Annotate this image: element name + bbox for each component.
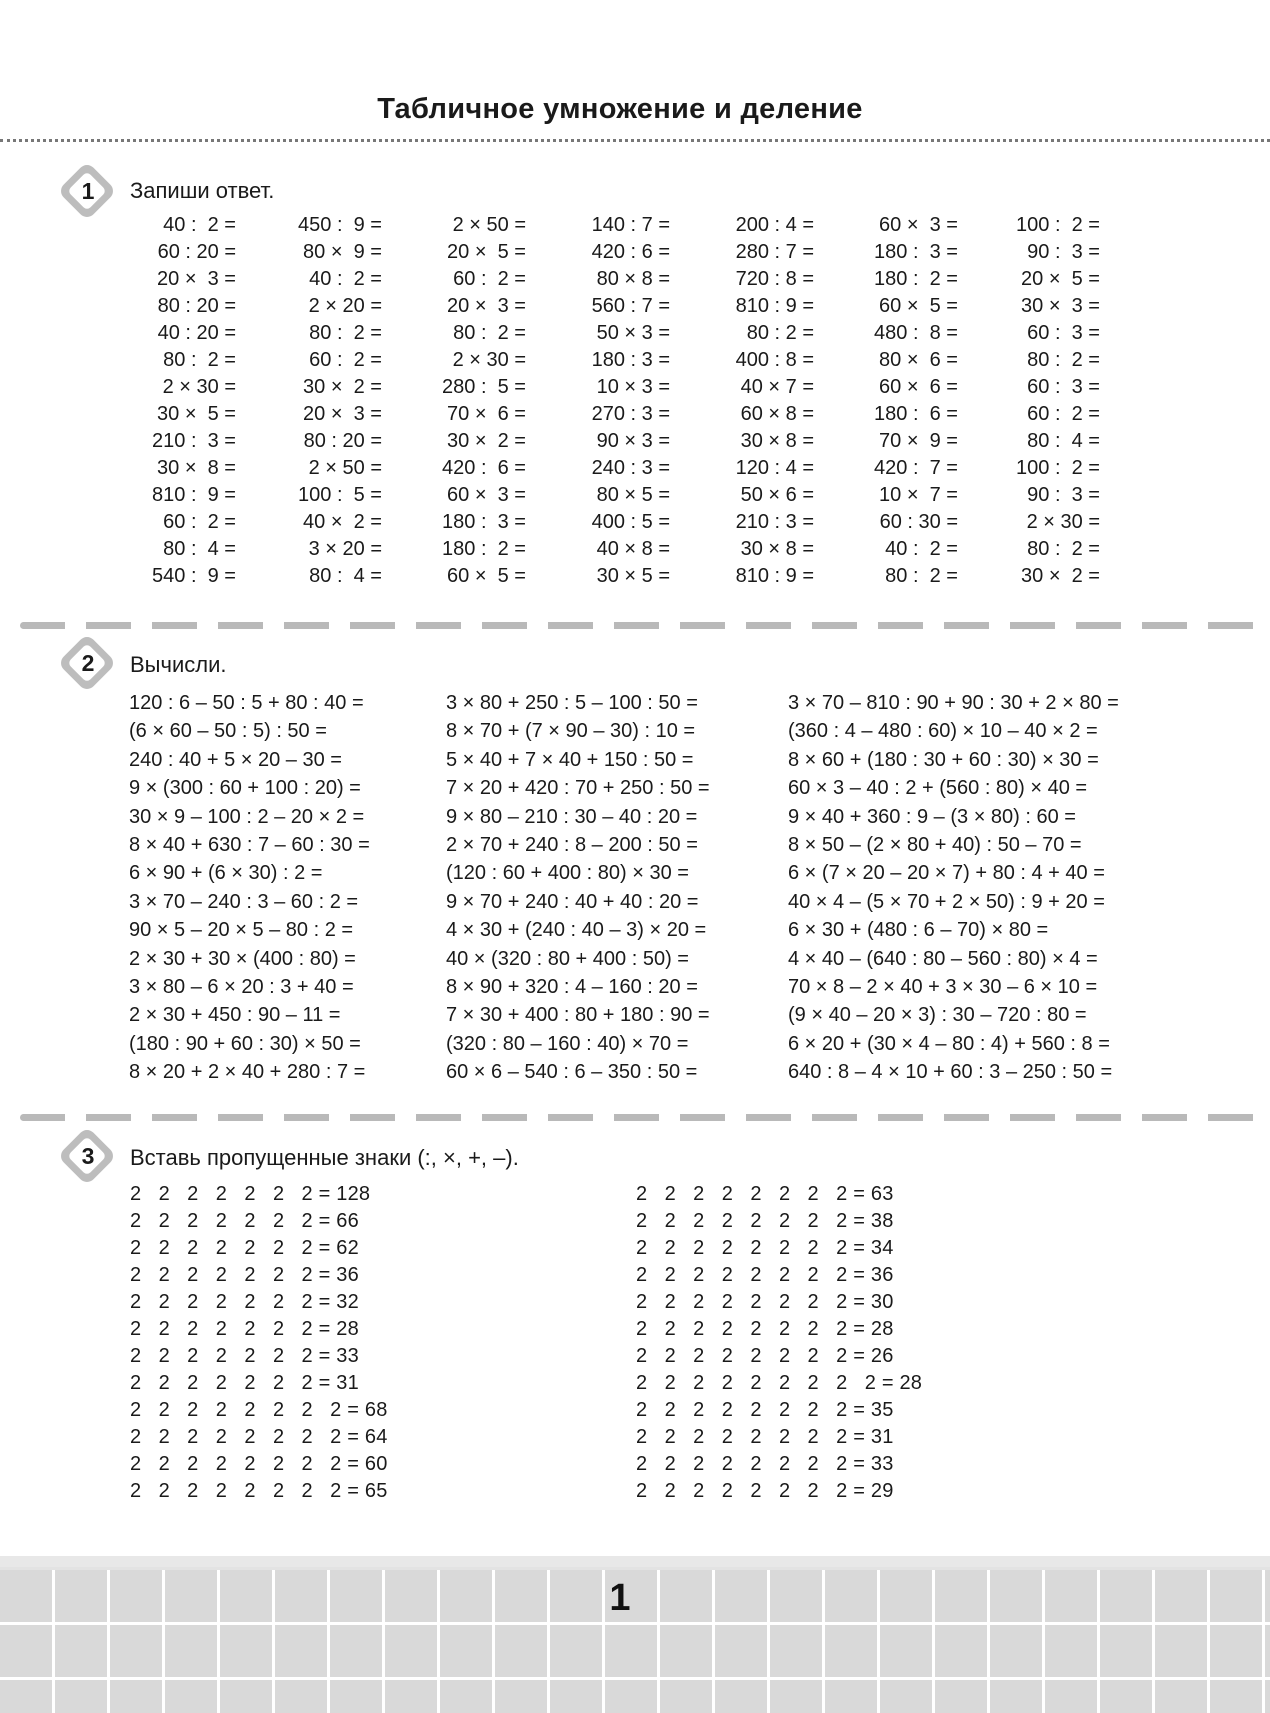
problem-row: 60 : 30 = (879, 511, 958, 533)
problem-row: 60 : 3 = (1027, 376, 1100, 398)
problem-row: 2 × 30 + 30 × (400 : 80) = (129, 947, 356, 970)
problem-row: 2 2 2 2 2 2 2 2 = 64 (130, 1426, 388, 1448)
problem-row: 60 : 2 = (1027, 403, 1100, 425)
problem-row: 180 : 2 = (442, 538, 526, 560)
problem-row: 4 × 40 – (640 : 80 – 560 : 80) × 4 = (788, 947, 1098, 970)
problem-row: 3 × 20 = (308, 538, 382, 560)
problem-row: 270 : 3 = (591, 403, 670, 425)
problem-row: 10 × 7 = (879, 484, 958, 506)
problem-row: 30 × 8 = (157, 457, 236, 479)
problem-row: 6 × 90 + (6 × 30) : 2 = (129, 862, 323, 885)
problem-row: 50 × 6 = (740, 484, 814, 506)
problem-row: 9 × 70 + 240 : 40 + 40 : 20 = (446, 890, 699, 913)
problem-row: 20 × 3 = (447, 295, 526, 317)
problem-row: 400 : 8 = (735, 349, 814, 371)
problem-row: 100 : 2 = (1016, 457, 1100, 479)
problem-row: 80 : 2 = (309, 322, 382, 344)
problem-row: 8 × 50 – (2 × 80 + 40) : 50 – 70 = (788, 833, 1082, 856)
problem-row: 6 × 30 + (480 : 6 – 70) × 80 = (788, 919, 1049, 942)
problem-row: 80 : 2 = (163, 349, 236, 371)
problem-row: 2 2 2 2 2 2 2 2 = 33 (636, 1453, 894, 1475)
page-title: Табличное умножение и деление (377, 93, 863, 125)
problem-row: 2 2 2 2 2 2 2 2 = 29 (636, 1480, 894, 1502)
problem-row: 9 × 80 – 210 : 30 – 40 : 20 = (446, 805, 698, 828)
problem-row: 810 : 9 = (735, 295, 814, 317)
problem-row: 2 × 70 + 240 : 8 – 200 : 50 = (446, 833, 698, 856)
problem-row: 3 × 80 – 6 × 20 : 3 + 40 = (129, 975, 354, 998)
problem-row: 80 × 9 = (303, 241, 382, 263)
problem-row: 30 × 5 = (157, 403, 236, 425)
problem-row: 40 : 20 = (157, 322, 236, 344)
problem-row: 80 : 4 = (1027, 430, 1100, 452)
problem-row: 60 × 8 = (740, 403, 814, 425)
problem-row: 60 × 3 = (879, 214, 958, 236)
problem-row: 2 × 30 = (452, 349, 526, 371)
problem-row: (360 : 4 – 480 : 60) × 10 – 40 × 2 = (788, 720, 1098, 743)
problem-row: 60 : 2 = (453, 268, 526, 290)
exercise-3-badge (58, 1127, 118, 1187)
problem-row: 20 × 3 = (303, 403, 382, 425)
problem-row: 2 × 30 = (162, 376, 236, 398)
problem-row: 40 : 2 = (163, 214, 236, 236)
problem-row: 30 × 8 = (740, 538, 814, 560)
problem-row: 2 2 2 2 2 2 2 = 128 (130, 1183, 371, 1205)
problem-row: 2 2 2 2 2 2 2 = 31 (130, 1372, 359, 1394)
dashed-divider (20, 1114, 1260, 1121)
problem-row: 80 × 5 = (596, 484, 670, 506)
problem-row: 8 × 20 + 2 × 40 + 280 : 7 = (129, 1061, 366, 1084)
problem-row: (180 : 90 + 60 : 30) × 50 = (129, 1032, 361, 1055)
problem-row: 40 × 2 = (303, 511, 382, 533)
ex1-column-5 (696, 212, 814, 590)
problem-row: 450 : 9 = (298, 214, 382, 236)
problem-row: 2 2 2 2 2 2 2 2 = 31 (636, 1426, 894, 1448)
ex2-column-2 (446, 689, 710, 1086)
problem-row: 210 : 3 = (152, 430, 236, 452)
problem-row: 90 : 3 = (1027, 241, 1100, 263)
problem-row: 2 2 2 2 2 2 2 = 32 (130, 1291, 359, 1313)
problem-row: 70 × 8 – 2 × 40 + 3 × 30 – 6 × 10 = (788, 975, 1098, 998)
problem-row: 2 2 2 2 2 2 2 = 62 (130, 1237, 359, 1259)
problem-row: 2 2 2 2 2 2 2 = 33 (130, 1345, 359, 1367)
problem-row: 2 × 30 = (1026, 511, 1100, 533)
exercise-3-instruction: Вставь пропущенные знаки (:, ×, +, –). (130, 1145, 519, 1170)
problem-row: 810 : 9 = (152, 484, 236, 506)
problem-row: 9 × (300 : 60 + 100 : 20) = (129, 777, 361, 800)
problem-row: 70 × 6 = (447, 403, 526, 425)
dotted-divider (0, 139, 1270, 142)
exercise-1-badge (58, 162, 118, 222)
problem-row: 720 : 8 = (735, 268, 814, 290)
exercise-number: 2 (81, 650, 95, 676)
problem-row: 3 × 70 – 810 : 90 + 90 : 30 + 2 × 80 = (788, 692, 1119, 714)
problem-row: 80 : 2 = (1027, 538, 1100, 560)
problem-row: 2 2 2 2 2 2 2 2 = 65 (130, 1480, 388, 1502)
problem-row: 8 × 40 + 630 : 7 – 60 : 30 = (129, 833, 370, 856)
problem-row: 80 : 2 = (453, 322, 526, 344)
problem-row: 40 × 7 = (740, 376, 814, 398)
ex2-column-1 (129, 689, 370, 1086)
problem-row: 80 : 2 = (885, 565, 958, 587)
problem-row: 30 × 2 = (1021, 565, 1100, 587)
problem-row: 2 2 2 2 2 2 2 2 = 34 (636, 1237, 894, 1259)
ex1-column-7 (984, 212, 1100, 590)
problem-row: 420 : 7 = (874, 457, 958, 479)
problem-row: 7 × 20 + 420 : 70 + 250 : 50 = (446, 777, 710, 800)
problem-row: 180 : 6 = (874, 403, 958, 425)
problem-row: 30 × 8 = (740, 430, 814, 452)
footer-strip (0, 1556, 1270, 1567)
problem-row: 9 × 40 + 360 : 9 – (3 × 80) : 60 = (788, 805, 1076, 828)
problem-row: 2 × 50 = (452, 214, 526, 236)
problem-row: 60 × 3 = (447, 484, 526, 506)
ex1-column-2 (262, 212, 382, 590)
problem-row: 2 2 2 2 2 2 2 2 = 30 (636, 1291, 894, 1313)
problem-row: 2 × 50 = (308, 457, 382, 479)
problem-row: 60 × 6 = (879, 376, 958, 398)
problem-row: 2 2 2 2 2 2 2 2 = 28 (636, 1318, 894, 1340)
exercise-2-badge (58, 634, 118, 694)
problem-row: 2 2 2 2 2 2 2 = 66 (130, 1210, 359, 1232)
exercise-number: 1 (81, 178, 95, 204)
problem-row: 8 × 90 + 320 : 4 – 160 : 20 = (446, 975, 698, 998)
problem-row: 60 : 20 = (157, 241, 236, 263)
problem-row: 60 × 5 = (447, 565, 526, 587)
exercise-2-instruction: Вычисли. (130, 652, 227, 677)
problem-row: 420 : 6 = (442, 457, 526, 479)
problem-row: 2 2 2 2 2 2 2 2 = 63 (636, 1183, 894, 1205)
problem-row: 3 × 70 – 240 : 3 – 60 : 2 = (129, 890, 359, 913)
problem-row: 8 × 60 + (180 : 30 + 60 : 30) × 30 = (788, 748, 1099, 771)
problem-row: 60 : 3 = (1027, 322, 1100, 344)
problem-row: 6 × 20 + (30 × 4 – 80 : 4) + 560 : 8 = (788, 1032, 1110, 1055)
problem-row: (6 × 60 – 50 : 5) : 50 = (129, 720, 327, 743)
problem-row: 30 × 5 = (596, 565, 670, 587)
problem-row: 10 × 3 = (596, 376, 670, 398)
problem-row: 100 : 5 = (298, 484, 382, 506)
problem-row: 80 : 2 = (746, 322, 814, 344)
problem-row: 20 × 5 = (447, 241, 526, 263)
problem-row: 90 × 3 = (596, 430, 670, 452)
problem-row: 2 2 2 2 2 2 2 2 = 36 (636, 1264, 894, 1286)
problem-row: 420 : 6 = (591, 241, 670, 263)
problem-row: (9 × 40 – 20 × 3) : 30 – 720 : 80 = (788, 1004, 1087, 1027)
problem-row: 90 × 5 – 20 × 5 – 80 : 2 = (129, 919, 354, 942)
problem-row: 90 : 3 = (1027, 484, 1100, 506)
ex2-column-3 (788, 689, 1119, 1086)
problem-row: 40 × 4 – (5 × 70 + 2 × 50) : 9 + 20 = (788, 890, 1105, 913)
problem-row: 40 × (320 : 80 + 400 : 50) = (446, 947, 689, 970)
ex1-column-1 (120, 212, 236, 590)
ex1-column-4 (552, 212, 670, 590)
problem-row: 30 × 9 – 100 : 2 – 20 × 2 = (129, 805, 365, 828)
problem-row: 2 2 2 2 2 2 2 = 36 (130, 1264, 359, 1286)
ex3-column-2 (636, 1181, 922, 1505)
problem-row: 40 × 8 = (596, 538, 670, 560)
ex3-column-1 (130, 1181, 388, 1505)
problem-row: 50 × 3 = (596, 322, 670, 344)
ex1-column-3 (408, 212, 526, 590)
problem-row: 180 : 3 = (442, 511, 526, 533)
problem-row: 5 × 40 + 7 × 40 + 150 : 50 = (446, 748, 694, 771)
problem-row: 60 : 2 = (309, 349, 382, 371)
problem-row: 40 : 2 = (885, 538, 958, 560)
problem-row: 180 : 3 = (591, 349, 670, 371)
problem-row: 3 × 80 + 250 : 5 – 100 : 50 = (446, 692, 698, 714)
problem-row: 140 : 7 = (591, 214, 670, 236)
problem-row: 280 : 7 = (735, 241, 814, 263)
problem-row: 60 × 3 – 40 : 2 + (560 : 80) × 40 = (788, 777, 1088, 800)
problem-row: 30 × 2 = (447, 430, 526, 452)
problem-row: 80 × 8 = (596, 268, 670, 290)
problem-row: 400 : 5 = (591, 511, 670, 533)
problem-row: 80 : 4 = (163, 538, 236, 560)
problem-row: 210 : 3 = (735, 511, 814, 533)
problem-row: 4 × 30 + (240 : 40 – 3) × 20 = (446, 919, 707, 942)
problem-row: 2 2 2 2 2 2 2 2 = 68 (130, 1399, 388, 1421)
problem-row: 6 × (7 × 20 – 20 × 7) + 80 : 4 + 40 = (788, 862, 1105, 885)
problem-row: 80 : 2 = (1027, 349, 1100, 371)
problem-row: 240 : 40 + 5 × 20 – 30 = (129, 748, 342, 771)
exercise-number: 3 (81, 1143, 95, 1169)
problem-row: 60 × 5 = (879, 295, 958, 317)
problem-row: 80 : 20 = (157, 295, 236, 317)
problem-row: 60 : 2 = (163, 511, 236, 533)
problem-row: 2 2 2 2 2 2 2 2 2 = 28 (636, 1372, 923, 1394)
problem-row: 2 2 2 2 2 2 2 2 = 35 (636, 1399, 894, 1421)
problem-row: 2 2 2 2 2 2 2 2 = 60 (130, 1453, 388, 1475)
problem-row: 560 : 7 = (591, 295, 670, 317)
dashed-divider (20, 622, 1260, 629)
exercise-1-instruction: Запиши ответ. (130, 178, 275, 203)
problem-row: 240 : 3 = (591, 457, 670, 479)
problem-row: 8 × 70 + (7 × 90 – 30) : 10 = (446, 720, 696, 743)
problem-row: 2 × 20 = (308, 295, 382, 317)
problem-row: 640 : 8 – 4 × 10 + 60 : 3 – 250 : 50 = (788, 1061, 1113, 1084)
problem-row: 120 : 6 – 50 : 5 + 80 : 40 = (129, 692, 364, 714)
problem-row: 60 × 6 – 540 : 6 – 350 : 50 = (446, 1061, 698, 1084)
problem-row: (320 : 80 – 160 : 40) × 70 = (446, 1032, 689, 1055)
problem-row: 30 × 2 = (303, 376, 382, 398)
problem-row: 80 × 6 = (879, 349, 958, 371)
problem-row: 180 : 2 = (874, 268, 958, 290)
problem-row: 180 : 3 = (874, 241, 958, 263)
problem-row: 2 2 2 2 2 2 2 2 = 38 (636, 1210, 894, 1232)
problem-row: 2 2 2 2 2 2 2 = 28 (130, 1318, 359, 1340)
problem-row: 540 : 9 = (152, 565, 236, 587)
problem-row: 480 : 8 = (874, 322, 958, 344)
problem-row: 200 : 4 = (735, 214, 814, 236)
problem-row: 100 : 2 = (1016, 214, 1100, 236)
problem-row: 120 : 4 = (735, 457, 814, 479)
problem-row: 70 × 9 = (879, 430, 958, 452)
problem-row: 2 × 30 + 450 : 90 – 11 = (129, 1004, 341, 1027)
problem-row: 20 × 3 = (157, 268, 236, 290)
problem-row: 80 : 4 = (309, 565, 382, 587)
problem-row: 20 × 5 = (1021, 268, 1100, 290)
problem-row: 30 × 3 = (1021, 295, 1100, 317)
problem-row: 810 : 9 = (735, 565, 814, 587)
problem-row: 40 : 2 = (309, 268, 382, 290)
problem-row: (120 : 60 + 400 : 80) × 30 = (446, 862, 689, 885)
problem-row: 7 × 30 + 400 : 80 + 180 : 90 = (446, 1004, 710, 1027)
problem-row: 80 : 20 = (303, 430, 382, 452)
problem-row: 2 2 2 2 2 2 2 2 = 26 (636, 1345, 894, 1367)
problem-row: 280 : 5 = (442, 376, 526, 398)
page-number: 1 (609, 1577, 631, 1619)
ex1-column-6 (838, 212, 958, 590)
